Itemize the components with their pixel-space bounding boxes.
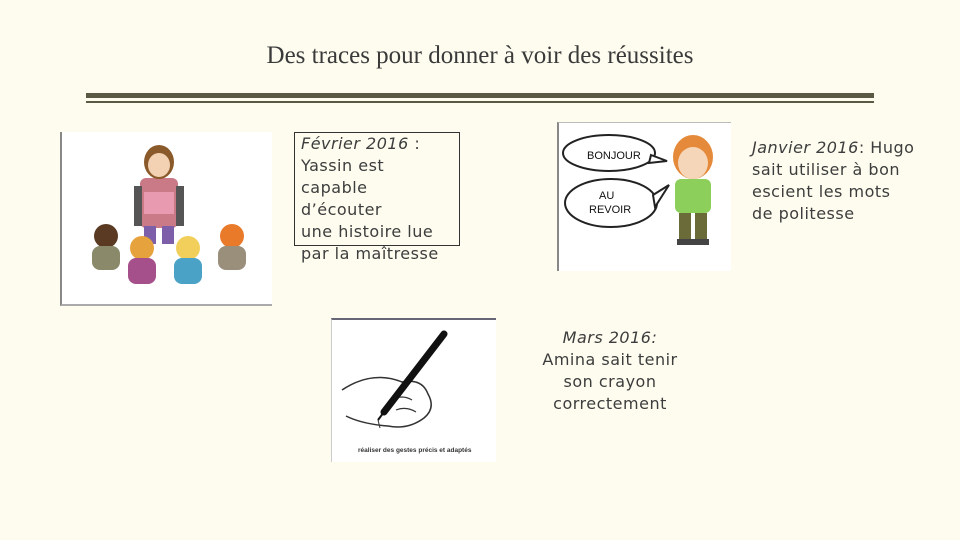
caption-line: correctement: [553, 394, 667, 413]
caption-date: Janvier 2016: [752, 138, 859, 157]
teacher-figure: [134, 145, 184, 244]
pencil-shape: [384, 334, 444, 412]
caption-mars: [530, 327, 690, 415]
caption-line: de politesse: [752, 204, 855, 223]
pencil-footer-text: réaliser des gestes précis et adaptés: [358, 447, 472, 454]
hand-outline: [342, 378, 431, 428]
caption-sep: :: [408, 134, 421, 153]
title-divider: [86, 93, 874, 98]
caption-line: capable d’écouter: [301, 178, 383, 219]
boy-figure: [673, 135, 713, 245]
caption-fevrier: [294, 132, 460, 263]
pencil-illustration: [331, 318, 496, 462]
title-divider-thin: [86, 101, 874, 103]
bubble-bonjour-text: BONJOUR: [587, 150, 641, 162]
caption-line: Amina sait tenir: [542, 350, 678, 369]
storytime-illustration: [60, 132, 272, 306]
slide-title: Des traces pour donner à voir des réussites: [266, 42, 694, 69]
caption-line: par la maîtresse: [301, 244, 439, 263]
caption-date: Mars 2016:: [562, 328, 658, 347]
caption-sep: :: [858, 138, 871, 157]
caption-date: Février 2016: [301, 134, 409, 153]
politeness-illustration: [557, 122, 731, 271]
caption-janvier: [752, 137, 942, 225]
speech-bubble-au-revoir: [565, 179, 657, 227]
bubble-revoir-text: REVOIR: [589, 204, 632, 216]
caption-line: escient les mots: [752, 182, 891, 201]
caption-line: Yassin est: [301, 156, 385, 175]
caption-line: sait utiliser à bon: [752, 160, 901, 179]
caption-line: une histoire lue: [301, 222, 434, 241]
caption-line: Hugo: [870, 138, 915, 157]
bubble-au-text: AU: [599, 190, 615, 202]
caption-line: son crayon: [563, 372, 657, 391]
